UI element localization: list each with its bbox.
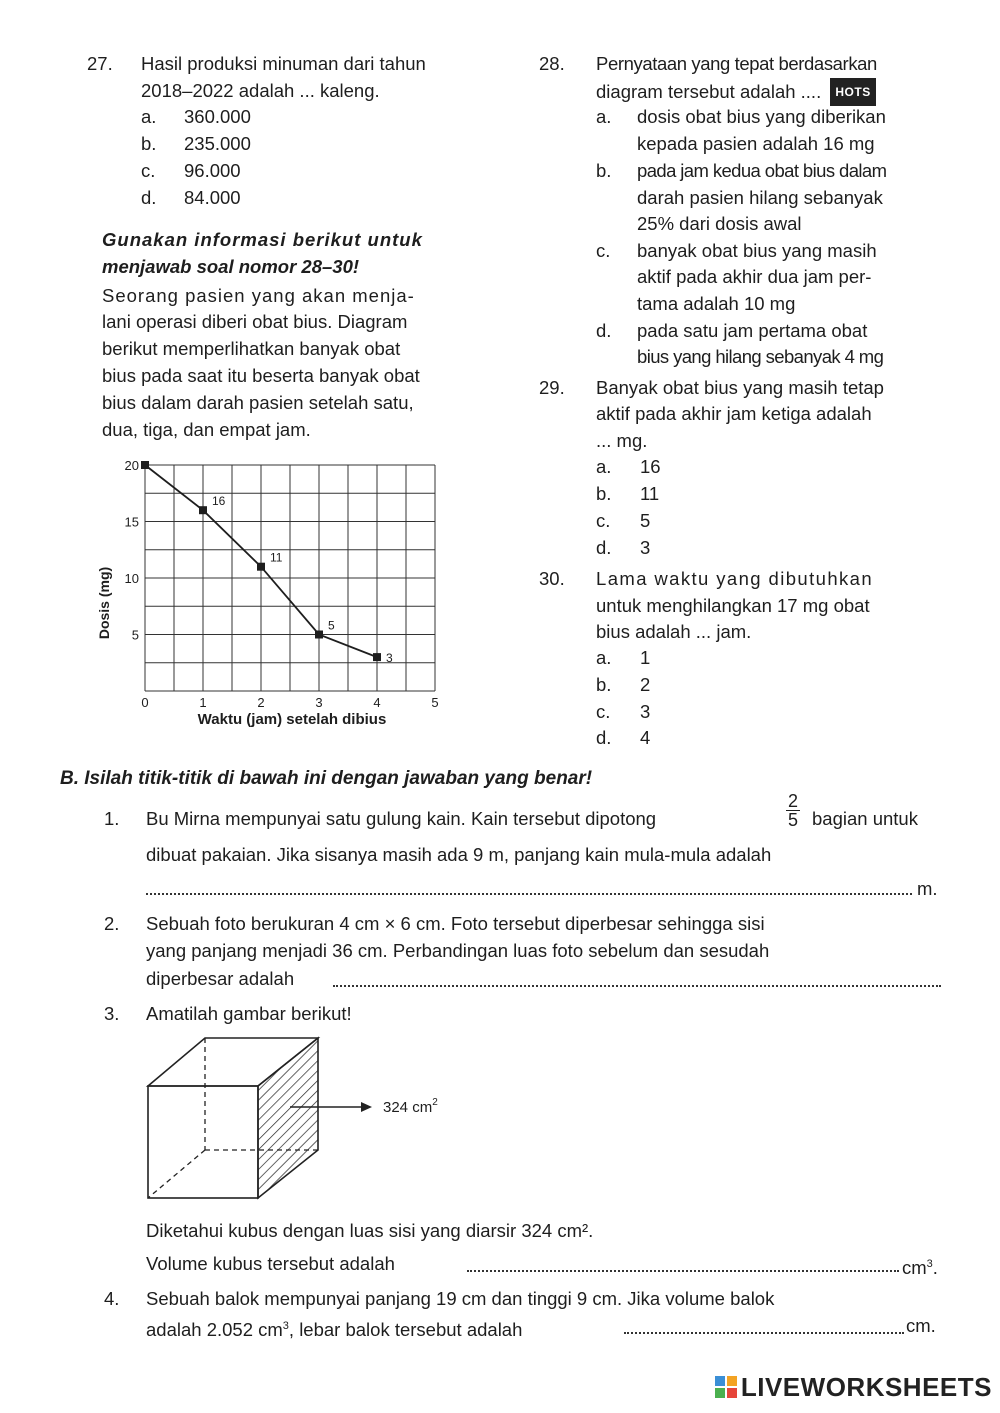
option-text[interactable]: 11 xyxy=(640,483,660,504)
fraction-numerator: 2 xyxy=(788,791,799,811)
cube-diagram xyxy=(140,1030,480,1215)
option-letter: a. xyxy=(596,456,612,477)
question-text-line: diperbesar adalah xyxy=(146,968,295,989)
option-letter: d. xyxy=(596,727,612,748)
data-point xyxy=(257,563,265,571)
option-letter: c. xyxy=(596,701,611,722)
info-text-line: Seorang pasien yang akan menja- xyxy=(102,285,415,306)
option-text[interactable]: kepada pasien adalah 16 mg xyxy=(637,133,875,154)
option-letter: b. xyxy=(596,674,612,695)
hots-badge: HOTS xyxy=(830,78,875,106)
question-text-line: Volume kubus tersebut adalah xyxy=(146,1253,395,1274)
question-text-line: dibuat pakaian. Jika sisanya masih ada 9 m, panjang kain mula-mula adalah xyxy=(146,844,772,865)
option-letter: b. xyxy=(141,133,157,154)
option-letter: c. xyxy=(596,510,611,531)
y-tick-label: 5 xyxy=(131,627,139,643)
question-text-line: Sebuah balok mempunyai panjang 19 cm dan tinggi 9 cm. Jika volume balok xyxy=(146,1288,775,1309)
info-text-line: dua, tiga, dan empat jam. xyxy=(102,419,311,440)
question-text-line: aktif pada akhir jam ketiga adalah xyxy=(596,403,872,424)
fraction xyxy=(786,792,800,829)
info-heading: Gunakan informasi berikut untuk xyxy=(102,229,423,250)
option-letter: c. xyxy=(141,160,156,181)
option-text[interactable]: 3 xyxy=(640,537,651,558)
question-text-line: Sebuah foto berukuran 4 cm × 6 cm. Foto tersebut diperbesar sehingga sisi xyxy=(146,913,765,934)
question-number: 4. xyxy=(104,1288,120,1309)
data-label: 11 xyxy=(270,550,283,565)
x-tick-label: 4 xyxy=(373,695,381,710)
option-text[interactable]: aktif pada akhir dua jam per- xyxy=(637,266,872,287)
x-tick-label: 1 xyxy=(199,695,207,710)
question-text-line: Diketahui kubus dengan luas sisi yang diarsir 324 cm². xyxy=(146,1220,594,1241)
option-text[interactable]: darah pasien hilang sebanyak xyxy=(637,187,883,208)
option-text[interactable]: 1 xyxy=(640,647,651,668)
answer-blank[interactable] xyxy=(146,893,912,895)
answer-blank[interactable] xyxy=(467,1270,899,1272)
option-letter: c. xyxy=(596,240,611,261)
data-point xyxy=(315,631,323,639)
question-text-line: adalah 2.052 $cm^3$, lebar balok tersebut adalah xyxy=(146,1319,523,1341)
question-number: 1. xyxy=(104,808,120,829)
option-letter: a. xyxy=(596,647,612,668)
info-heading: menjawab soal nomor 28–30! xyxy=(102,256,360,277)
option-letter: d. xyxy=(141,187,157,208)
question-number: 3. xyxy=(104,1003,120,1024)
answer-blank[interactable] xyxy=(333,985,941,987)
question-text-line: bagian untuk xyxy=(812,808,918,829)
question-number: 29. xyxy=(539,377,565,398)
answer-unit: m. xyxy=(917,878,938,899)
question-text-line: untuk menghilangkan 17 mg obat xyxy=(596,595,870,616)
data-point xyxy=(373,653,381,661)
option-text[interactable]: pada satu jam pertama obat xyxy=(637,320,868,341)
data-label: 16 xyxy=(212,494,226,509)
option-letter: d. xyxy=(596,537,612,558)
liveworksheets-logo[interactable] xyxy=(715,1372,992,1403)
info-text-line: bius pada saat itu beserta banyak obat xyxy=(102,365,420,386)
question-text-line: Pernyataan yang tepat berdasarkan xyxy=(596,53,877,74)
question-text-line: Banyak obat bius yang masih tetap xyxy=(596,377,884,398)
section-b-heading: B. Isilah titik-titik di bawah ini dengan jawaban yang benar! xyxy=(60,768,593,789)
cube-area-label: 324 $cm^2$ xyxy=(383,1097,438,1116)
option-text[interactable]: 2 xyxy=(640,674,651,695)
option-text[interactable]: 84.000 xyxy=(184,187,241,208)
data-label: 5 xyxy=(328,618,335,633)
option-letter: d. xyxy=(596,320,612,341)
x-tick-label: 2 xyxy=(257,695,265,710)
y-tick-label: 20 xyxy=(124,458,139,473)
option-text[interactable]: bius yang hilang sebanyak 4 mg xyxy=(637,346,884,367)
option-letter: a. xyxy=(596,106,612,127)
option-text[interactable]: 96.000 xyxy=(184,160,241,181)
question-text-line: ... mg. xyxy=(596,430,648,451)
question-number: 2. xyxy=(104,913,120,934)
y-axis-label: Dosis (mg) xyxy=(96,566,112,640)
logo-icon xyxy=(715,1374,737,1396)
question-text-line: Hasil produksi minuman dari tahun xyxy=(141,53,426,74)
option-text[interactable]: 25% dari dosis awal xyxy=(637,213,802,234)
option-letter: b. xyxy=(596,483,612,504)
dose-line-chart xyxy=(95,450,455,735)
x-tick-label: 0 xyxy=(141,695,149,710)
option-text[interactable]: 4 xyxy=(640,727,651,748)
option-letter: a. xyxy=(141,106,157,127)
question-text-line: Bu Mirna mempunyai satu gulung kain. Kain tersebut dipotong xyxy=(146,808,657,829)
question-number: 30. xyxy=(539,568,565,589)
question-text-line xyxy=(596,78,876,106)
option-text[interactable]: 3 xyxy=(640,701,651,722)
question-text-line: bius adalah ... jam. xyxy=(596,621,752,642)
y-tick-label: 15 xyxy=(124,514,139,530)
question-text-line: Amatilah gambar berikut! xyxy=(146,1003,352,1024)
y-tick-label: 10 xyxy=(124,571,139,586)
option-text[interactable]: pada jam kedua obat bius dalam xyxy=(637,160,887,181)
x-tick-label: 5 xyxy=(431,695,439,710)
info-text-line: lani operasi diberi obat bius. Diagram xyxy=(102,311,408,332)
option-text[interactable]: tama adalah 10 mg xyxy=(637,293,796,314)
question-number: 28. xyxy=(539,53,565,74)
question-text-line: 2018–2022 adalah ... kaleng. xyxy=(141,80,380,101)
question-text: diagram tersebut adalah .... xyxy=(596,81,822,102)
data-label: 3 xyxy=(386,651,393,666)
data-point xyxy=(199,506,207,514)
question-text-line: yang panjang menjadi 36 cm. Perbandingan luas foto sebelum dan sesudah xyxy=(146,940,770,961)
option-text[interactable]: 360.000 xyxy=(184,106,251,127)
option-text[interactable]: 16 xyxy=(640,456,661,477)
x-axis-label: Waktu (jam) setelah dibius xyxy=(197,711,387,728)
option-text[interactable]: banyak obat bius yang masih xyxy=(637,240,877,261)
answer-unit: cm. xyxy=(906,1315,936,1336)
data-point xyxy=(141,461,149,469)
info-text-line: berikut memperlihatkan banyak obat xyxy=(102,338,401,359)
fraction-denominator: 5 xyxy=(788,810,799,830)
answer-blank[interactable] xyxy=(624,1332,904,1334)
brand-text: LIVEWORKSHEETS xyxy=(740,1372,992,1402)
option-text[interactable]: dosis obat bius yang diberikan xyxy=(637,106,886,127)
x-tick-label: 3 xyxy=(315,695,323,710)
question-text-line: Lama waktu yang dibutuhkan xyxy=(596,568,874,589)
option-text[interactable]: 5 xyxy=(640,510,651,531)
question-number: 27. xyxy=(87,53,113,74)
option-text[interactable]: 235.000 xyxy=(184,133,251,154)
answer-unit: $cm^3$. xyxy=(902,1257,938,1279)
info-text-line: bius dalam darah pasien setelah satu, xyxy=(102,392,414,413)
option-letter: b. xyxy=(596,160,612,181)
